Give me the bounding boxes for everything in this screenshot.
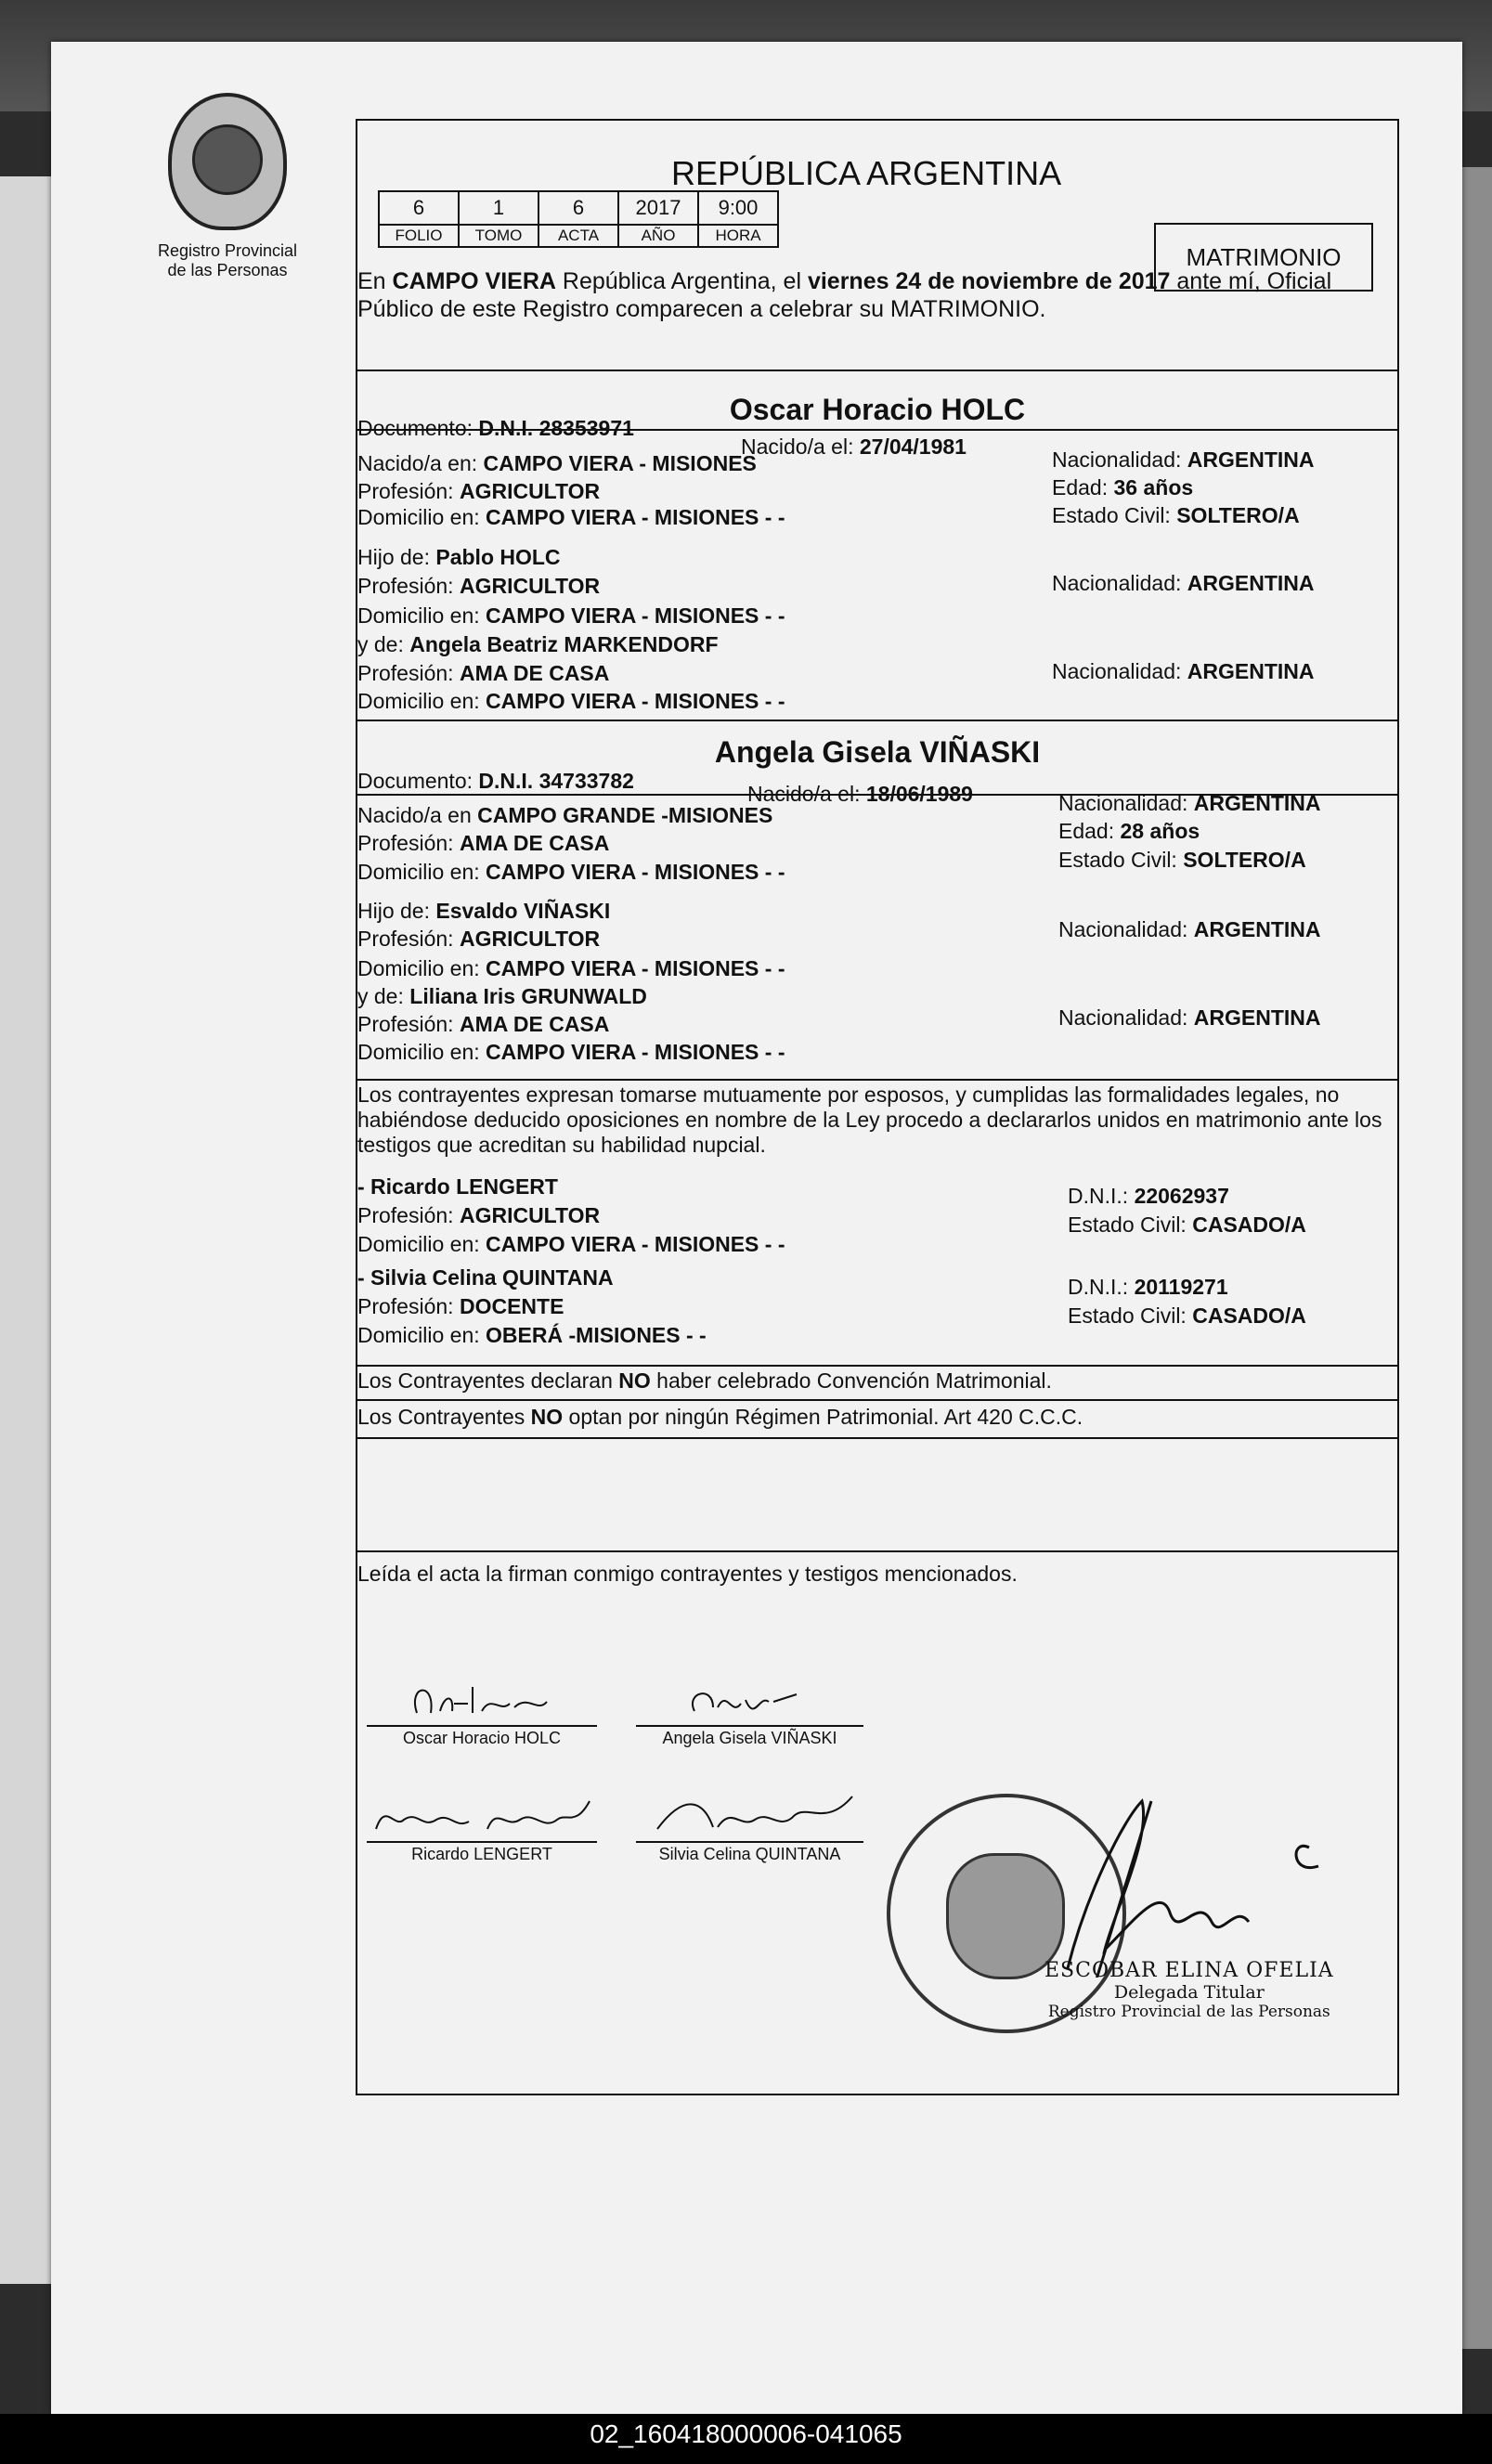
groom-edad: Edad: 36 años [1052, 475, 1194, 499]
divider [357, 1365, 1397, 1367]
bride-father: Hijo de: Esvaldo VIÑASKI [357, 899, 611, 923]
tomo-value: 1 [459, 191, 538, 225]
divider [357, 1550, 1397, 1552]
witness-1-domicilio: Domicilio en: CAMPO VIERA - MISIONES - - [357, 1232, 785, 1256]
handwritten-signature-icon [398, 1676, 565, 1720]
bride-mother-profesion: Profesión: AMA DE CASA [357, 1012, 610, 1036]
bride-mother-domicilio: Domicilio en: CAMPO VIERA - MISIONES - - [357, 1040, 785, 1064]
witness-2-dni: D.N.I.: 20119271 [1068, 1275, 1228, 1299]
bride-nacido-el: Nacido/a el: 18/06/1989 [747, 782, 973, 806]
witness-1-name: - Ricardo LENGERT [357, 1174, 558, 1199]
witness-1-estado-civil: Estado Civil: CASADO/A [1068, 1213, 1306, 1237]
witness-2-profesion: Profesión: DOCENTE [357, 1294, 564, 1318]
groom-mother-nacionalidad: Nacionalidad: ARGENTINA [1052, 659, 1315, 683]
bride-father-domicilio: Domicilio en: CAMPO VIERA - MISIONES - - [357, 956, 785, 980]
regime-statement: Los Contrayentes NO optan por ningún Régimen Patrimonial. Art 420 C.C.C. [357, 1405, 1083, 1429]
handwritten-signature-icon [676, 1676, 824, 1720]
signature-groom: Oscar Horacio HOLC [367, 1676, 597, 1748]
page-title: REPÚBLICA ARGENTINA [671, 154, 1062, 192]
groom-nacido-en: Nacido/a en: CAMPO VIERA - MISIONES [357, 451, 757, 475]
groom-mother-domicilio: Domicilio en: CAMPO VIERA - MISIONES - - [357, 689, 785, 713]
groom-documento: Documento: D.N.I. 28353971 [357, 416, 634, 440]
folio-value: 6 [379, 191, 459, 225]
bride-father-profesion: Profesión: AGRICULTOR [357, 927, 601, 951]
signature-witness-1: Ricardo LENGERT [367, 1792, 597, 1864]
logo-caption: Registro Provincial de las Personas [157, 241, 298, 279]
witness-1-profesion: Profesión: AGRICULTOR [357, 1203, 601, 1227]
acta-label: ACTA [538, 225, 618, 247]
groom-mother-profesion: Profesión: AMA DE CASA [357, 661, 610, 685]
record-table [378, 190, 779, 248]
signature-witness-2: Silvia Celina QUINTANA [636, 1792, 863, 1864]
convention-statement: Los Contrayentes declaran NO haber celebrado Convención Matrimonial. [357, 1368, 1052, 1393]
divider [357, 370, 1397, 371]
bride-mother: y de: Liliana Iris GRUNWALD [357, 984, 647, 1008]
acta-value: 6 [538, 191, 618, 225]
file-name-caption: 02_160418000006-041065 [590, 2419, 902, 2448]
bride-domicilio: Domicilio en: CAMPO VIERA - MISIONES - - [357, 860, 785, 884]
groom-father-profesion: Profesión: AGRICULTOR [357, 574, 601, 598]
hora-label: HORA [698, 225, 778, 247]
official-signature-icon [1012, 1783, 1383, 1978]
province-seal-icon [168, 93, 287, 230]
bride-mother-nacionalidad: Nacionalidad: ARGENTINA [1058, 1005, 1321, 1030]
groom-profesion: Profesión: AGRICULTOR [357, 479, 601, 503]
bride-documento: Documento: D.N.I. 34733782 [357, 769, 634, 793]
intro-paragraph: En CAMPO VIERA República Argentina, el viernes 24 de noviembre de 2017 ante mí, Oficial Público de este Registro comparecen a celebrar su MATRIMONIO. [357, 268, 1332, 322]
bride-estado-civil: Estado Civil: SOLTERO/A [1058, 848, 1306, 872]
anio-label: AÑO [618, 225, 698, 247]
official-signature-block: ESCOBAR ELINA OFELIA Delegada Titular Registro Provincial de las Personas [1044, 1959, 1334, 2021]
groom-father-domicilio: Domicilio en: CAMPO VIERA - MISIONES - - [357, 603, 785, 628]
witness-2-domicilio: Domicilio en: OBERÁ -MISIONES - - [357, 1323, 707, 1347]
divider [357, 1437, 1397, 1439]
divider [357, 720, 1397, 721]
witness-1-dni: D.N.I.: 22062937 [1068, 1184, 1229, 1208]
bride-profesion: Profesión: AMA DE CASA [357, 831, 610, 855]
groom-estado-civil: Estado Civil: SOLTERO/A [1052, 503, 1300, 527]
groom-domicilio: Domicilio en: CAMPO VIERA - MISIONES - - [357, 505, 785, 529]
bride-father-nacionalidad: Nacionalidad: ARGENTINA [1058, 917, 1321, 941]
groom-mother: y de: Angela Beatriz MARKENDORF [357, 632, 719, 656]
closing-statement: Leída el acta la firman conmigo contrayentes y testigos mencionados. [357, 1562, 1018, 1586]
bride-nacido-en: Nacido/a en CAMPO GRANDE -MISIONES [357, 803, 773, 827]
declaration-paragraph: Los contrayentes expresan tomarse mutuamente por esposos, y cumplidas las formalidades legales, no habiéndose deducido oposiciones en nombre de la Ley procedo a declararlos unidos en matrimonio ante los testigos que acreditan su habilidad nupcial. [357, 1083, 1382, 1157]
hora-value: 9:00 [698, 191, 778, 225]
folio-label: FOLIO [379, 225, 459, 247]
groom-name: Oscar Horacio HOLC [729, 393, 1026, 426]
divider [357, 1079, 1397, 1081]
bride-edad: Edad: 28 años [1058, 819, 1200, 843]
handwritten-signature-icon [639, 1792, 862, 1836]
witness-2-estado-civil: Estado Civil: CASADO/A [1068, 1303, 1306, 1328]
groom-father-nacionalidad: Nacionalidad: ARGENTINA [1052, 571, 1315, 595]
signature-bride: Angela Gisela VIÑASKI [636, 1676, 863, 1748]
groom-nacido-el: Nacido/a el: 27/04/1981 [741, 434, 967, 459]
witness-2-name: - Silvia Celina QUINTANA [357, 1265, 614, 1290]
registry-logo [116, 93, 339, 280]
groom-nacionalidad: Nacionalidad: ARGENTINA [1052, 447, 1315, 472]
anio-value: 2017 [618, 191, 698, 225]
groom-father: Hijo de: Pablo HOLC [357, 545, 561, 569]
handwritten-signature-icon [367, 1792, 599, 1836]
divider [357, 1399, 1397, 1401]
tomo-label: TOMO [459, 225, 538, 247]
bride-name: Angela Gisela VIÑASKI [714, 735, 1041, 769]
record-type-box: MATRIMONIO [1154, 223, 1373, 292]
bride-nacionalidad: Nacionalidad: ARGENTINA [1058, 791, 1321, 815]
